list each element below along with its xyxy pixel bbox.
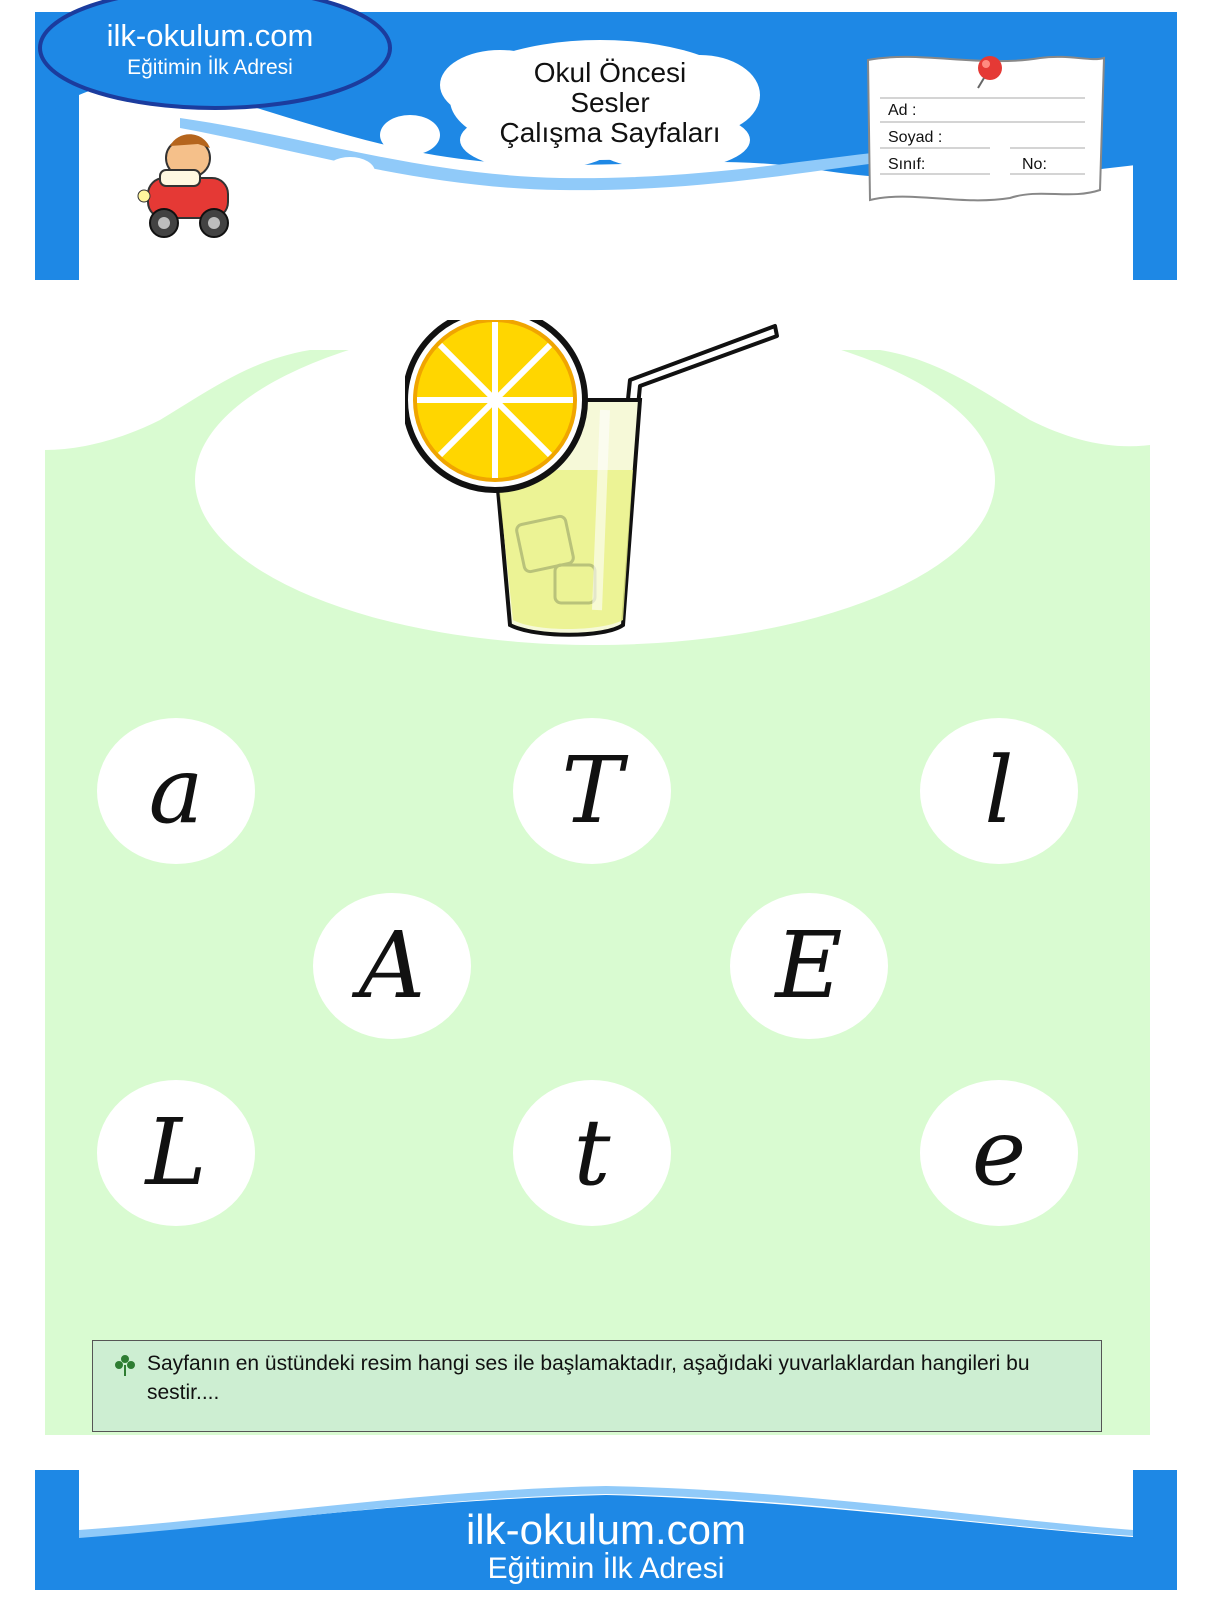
letter-e-lower: e — [971, 1099, 1027, 1206]
lemonade-glass-image — [405, 320, 785, 650]
letter-a-lower: a — [148, 737, 204, 844]
letter-circle-6[interactable] — [97, 1080, 255, 1226]
footer-subtitle: Eğitimin İlk Adresi — [487, 1552, 725, 1585]
car-cartoon-icon — [128, 128, 248, 248]
letter-circle-1[interactable] — [97, 718, 255, 864]
form-soyad-label: Soyad : — [888, 129, 943, 146]
letter-l-upper: L — [145, 1099, 207, 1206]
instruction-box — [92, 1340, 1102, 1432]
instruction-text: Sayfanın en üstündeki resim hangi ses ile başlamaktadır, aşağıdaki yuvarlaklardan hangileri bu sestir.... — [147, 1352, 1030, 1404]
letter-t-upper: T — [561, 737, 623, 844]
form-ad-label: Ad : — [888, 102, 917, 119]
cloud-line-1: Okul Öncesi — [533, 57, 687, 88]
push-pin-icon — [970, 52, 1010, 92]
cloud-line-2: Sesler — [570, 87, 650, 118]
letter-circle-3[interactable] — [920, 718, 1078, 864]
letter-circle-5[interactable] — [730, 893, 888, 1039]
cloud-line-3: Çalışma Sayfaları — [499, 117, 721, 148]
clover-icon — [113, 1353, 137, 1377]
letter-circle-7[interactable] — [513, 1080, 671, 1226]
letter-l-lower: l — [984, 737, 1014, 844]
form-sinif-label: Sınıf: — [888, 156, 926, 173]
letter-t-lower: t — [573, 1099, 611, 1206]
footer-title: ilk-okulum.com — [465, 1506, 747, 1553]
letter-e-upper: E — [775, 912, 843, 1019]
letter-circle-4[interactable] — [313, 893, 471, 1039]
letter-circle-8[interactable] — [920, 1080, 1078, 1226]
letter-circle-2[interactable] — [513, 718, 671, 864]
logo-subtitle: Eğitimin İlk Adresi — [127, 56, 293, 79]
logo-title: ilk-okulum.com — [106, 18, 314, 53]
form-no-label: No: — [1022, 156, 1047, 173]
letter-a-upper: A — [358, 912, 426, 1019]
